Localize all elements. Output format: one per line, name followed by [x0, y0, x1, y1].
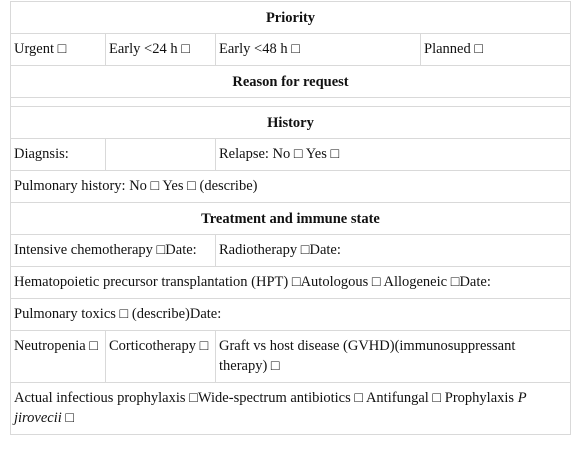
relapse-field[interactable]: Relapse: No □ Yes □	[216, 139, 571, 171]
history-heading-row	[11, 107, 571, 139]
neutropenia-field[interactable]: Neutropenia □	[11, 331, 106, 383]
pulmonary-toxics-row	[11, 299, 571, 331]
radiotherapy-field[interactable]: Radiotherapy □Date:	[216, 235, 571, 267]
diagnosis-input-field[interactable]	[106, 139, 216, 171]
prophylaxis-species: P jirovecii	[14, 390, 527, 426]
priority-urgent[interactable]: Urgent □	[11, 34, 106, 66]
pulmonary-history-field[interactable]: Pulmonary history: No □ Yes □ (describe)	[11, 171, 571, 203]
request-form-table	[10, 1, 571, 435]
pulmonary-toxics-field[interactable]: Pulmonary toxics □ (describe)Date:	[11, 299, 571, 331]
immune-state-row	[11, 331, 571, 383]
treatment-heading: Treatment and immune state	[11, 203, 571, 235]
gvhd-field[interactable]: Graft vs host disease (GVHD)(immunosuppressant therapy) □	[216, 331, 571, 383]
prophylaxis-checkbox[interactable]: □	[61, 410, 75, 426]
hpt-row	[11, 267, 571, 299]
prophylaxis-text: Actual infectious prophylaxis □Wide-spectrum antibiotics □ Antifungal □ Prophylaxis	[14, 390, 518, 406]
history-heading: History	[11, 107, 571, 139]
priority-early-24h[interactable]: Early <24 h □	[106, 34, 216, 66]
diagnosis-row	[11, 139, 571, 171]
corticotherapy-field[interactable]: Corticotherapy □	[106, 331, 216, 383]
reason-input-row	[11, 98, 571, 107]
treatment-heading-row	[11, 203, 571, 235]
hpt-field[interactable]: Hematopoietic precursor transplantation (HPT) □Autologous □ Allogeneic □Date:	[11, 267, 571, 299]
priority-options-row	[11, 34, 571, 66]
priority-planned[interactable]: Planned □	[421, 34, 571, 66]
prophylaxis-row	[11, 383, 571, 435]
priority-early-48h[interactable]: Early <48 h □	[216, 34, 421, 66]
chemo-radio-row	[11, 235, 571, 267]
priority-heading-row	[11, 2, 571, 34]
infectious-prophylaxis-field[interactable]	[11, 383, 571, 435]
reason-heading: Reason for request	[11, 66, 571, 98]
priority-heading: Priority	[11, 2, 571, 34]
diagnosis-label: Diagnsis:	[11, 139, 106, 171]
reason-heading-row	[11, 66, 571, 98]
reason-input-field[interactable]	[11, 98, 571, 107]
pulmonary-history-row	[11, 171, 571, 203]
intensive-chemotherapy-field[interactable]: Intensive chemotherapy □Date:	[11, 235, 216, 267]
